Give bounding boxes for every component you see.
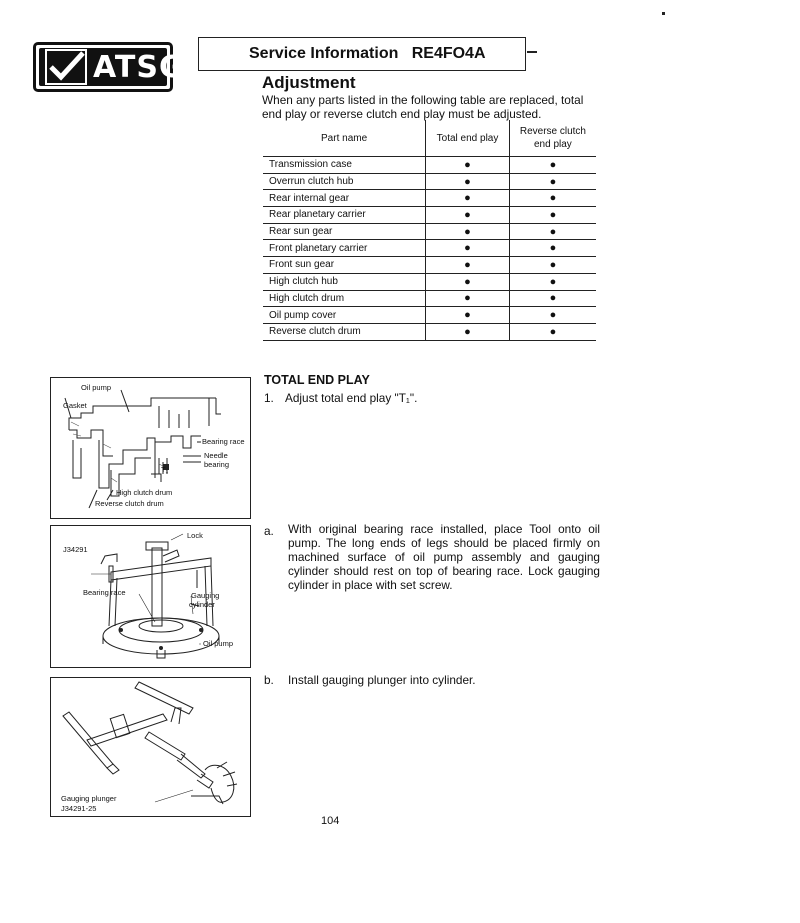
part-name-cell: Transmission case (263, 157, 426, 174)
fig1-label-bearing-race: Bearing race (202, 437, 245, 446)
total-end-play-mark: ● (426, 190, 510, 207)
reverse-clutch-end-play-mark: ● (509, 307, 596, 324)
step-b-label: b. (264, 673, 274, 687)
header-tick (527, 51, 537, 53)
atsg-logo (33, 42, 185, 92)
fig1-label-high-clutch-drum: High clutch drum (116, 488, 173, 497)
reverse-clutch-end-play-mark: ● (509, 323, 596, 340)
logo-text: ATSG (93, 49, 185, 85)
section-title-total-end-play: TOTAL END PLAY (264, 373, 370, 387)
table-row (263, 290, 596, 307)
part-name-cell: Front planetary carrier (263, 240, 426, 257)
figure-gauging-plunger (50, 677, 251, 817)
step-1-text: Adjust total end play "T₁". (285, 391, 418, 405)
fig1-label-reverse-clutch-drum: Reverse clutch drum (95, 499, 164, 508)
adjustment-table (263, 120, 596, 341)
part-name-cell: Oil pump cover (263, 307, 426, 324)
page-title: Service Information RE4FO4A (249, 45, 486, 62)
table-row (263, 257, 596, 274)
part-name-cell: Rear internal gear (263, 190, 426, 207)
total-end-play-mark: ● (426, 257, 510, 274)
reverse-clutch-end-play-mark: ● (509, 290, 596, 307)
total-end-play-mark: ● (426, 290, 510, 307)
fig2-label-cylinder: cylinder (189, 600, 215, 609)
reverse-clutch-end-play-mark: ● (509, 257, 596, 274)
fig2-label-oil-pump: Oil pump (203, 639, 234, 648)
step-b-text: Install gauging plunger into cylinder. (288, 673, 476, 687)
fig1-label-needle: Needle (204, 451, 228, 460)
section-title-adjustment: Adjustment (262, 73, 356, 92)
part-name-cell: Rear sun gear (263, 223, 426, 240)
total-end-play-mark: ● (426, 273, 510, 290)
checkmark-icon (45, 49, 87, 85)
total-end-play-mark: ● (426, 207, 510, 224)
table-row (263, 223, 596, 240)
reverse-clutch-end-play-mark: ● (509, 173, 596, 190)
reverse-clutch-end-play-mark: ● (509, 207, 596, 224)
fig3-label-gauging-plunger: Gauging plunger (61, 794, 117, 803)
adjustment-intro: When any parts listed in the following table are replaced, total end play or reverse clutch end play must be adjusted. (262, 93, 584, 121)
fig1-label-oil-pump: Oil pump (81, 383, 112, 392)
part-name-cell: Front sun gear (263, 257, 426, 274)
table-row (263, 307, 596, 324)
part-name-cell: Rear planetary carrier (263, 207, 426, 224)
fig3-label-tool-number: J34291-25 (61, 804, 97, 813)
part-name-cell: High clutch drum (263, 290, 426, 307)
print-speck (662, 12, 665, 15)
total-end-play-mark: ● (426, 157, 510, 174)
total-end-play-mark: ● (426, 173, 510, 190)
reverse-clutch-end-play-mark: ● (509, 273, 596, 290)
col-header-reverse-clutch-end-play: Reverse clutch end play (509, 120, 596, 157)
reverse-clutch-end-play-mark: ● (509, 190, 596, 207)
fig1-label-bearing: bearing (204, 460, 230, 469)
step-1-number: 1. (264, 391, 274, 405)
table-row (263, 190, 596, 207)
table-row (263, 207, 596, 224)
fig2-label-gauging: Gauging (191, 591, 220, 600)
table-row (263, 173, 596, 190)
fig1-label-gasket: Gasket (63, 401, 87, 410)
part-name-cell: Overrun clutch hub (263, 173, 426, 190)
figure-end-play-cross-section (50, 377, 251, 519)
table-row (263, 323, 596, 340)
fig2-label-tool-number: J34291 (63, 545, 88, 554)
col-header-total-end-play: Total end play (426, 120, 510, 157)
fig1-label-t1: T₁ (161, 465, 169, 474)
fig2-label-lock: Lock (187, 531, 203, 540)
part-name-cell: High clutch hub (263, 273, 426, 290)
table-row (263, 273, 596, 290)
reverse-clutch-end-play-mark: ● (509, 157, 596, 174)
total-end-play-mark: ● (426, 223, 510, 240)
table-row (263, 157, 596, 174)
step-a-text: With original bearing race installed, place Tool onto oil pump. The long ends of legs should be placed firmly on machined surface of oil pump assembly and gauging cylinder should rest on top of bearing race. Lock gauging cylinder in place with set screw. (288, 522, 600, 592)
table-row (263, 240, 596, 257)
step-a-label: a. (264, 524, 274, 538)
total-end-play-mark: ● (426, 307, 510, 324)
reverse-clutch-end-play-mark: ● (509, 223, 596, 240)
total-end-play-mark: ● (426, 323, 510, 340)
page-number: 104 (321, 815, 340, 827)
part-name-cell: Reverse clutch drum (263, 323, 426, 340)
col-header-part-name: Part name (263, 120, 426, 157)
fig2-label-bearing-race: Bearing race (83, 588, 126, 597)
figure-tool-on-oil-pump (50, 525, 251, 668)
total-end-play-mark: ● (426, 240, 510, 257)
reverse-clutch-end-play-mark: ● (509, 240, 596, 257)
